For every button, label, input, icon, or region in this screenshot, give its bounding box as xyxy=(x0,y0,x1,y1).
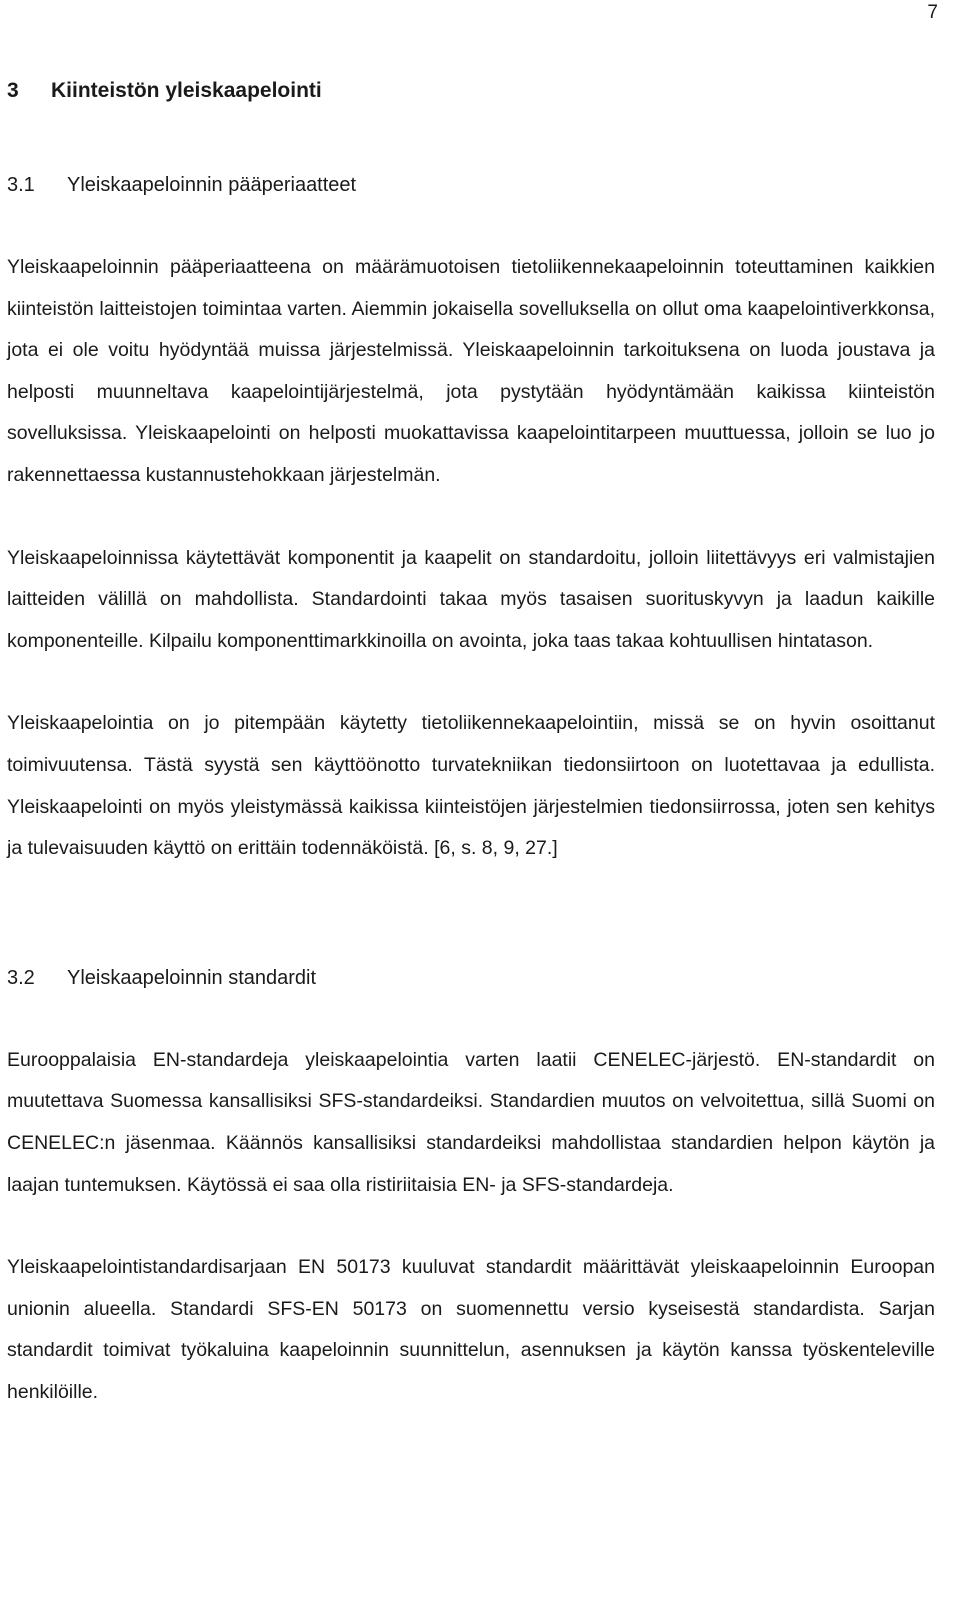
document-body xyxy=(7,72,935,1413)
section-number: 3.1 xyxy=(7,174,35,196)
section-title: Yleiskaapeloinnin pääperiaatteet xyxy=(67,174,357,196)
paragraph: Yleiskaapelointia on jo pitempään käytetty tietoliikennekaapelointiin, missä se on hyvin osoittanut toimivuutensa. Tästä syystä sen käyttöönotto turvatekniikan tiedonsiirtoon on luotettavaa ja edullista. Yleiskaapelointi on myös yleistymässä kaikissa kiinteistöjen järjestelmien tiedonsiirrossa, joten sen kehitys ja tulevaisuuden käyttö on erittäin todennäköistä. [6, s. 8, 9, 27.] xyxy=(7,712,935,860)
paragraph: Yleiskaapelointistandardisarjaan EN 50173 kuuluvat standardit määrittävät yleiskaapeloinnin Euroopan unionin alueella. Standardi SFS-EN 50173 on suomennettu versio kyseisestä standardista. Sarjan standardit toimivat työkaluina kaapeloinnin suunnittelun, asennuksen ja käytön kanssa työskenteleville henkilöille. xyxy=(7,1256,935,1403)
chapter-title: Kiinteistön yleiskaapelointi xyxy=(51,79,322,102)
paragraph: Eurooppalaisia EN-standardeja yleiskaapelointia varten laatii CENELEC-järjestö. EN-standardit on muutettava Suomessa kansallisiksi SFS-standardeiksi. Standardien muutos on velvoitettua, sillä Suomi on CENELEC:n jäsenmaa. Käännös kansallisiksi standardeiksi mahdollistaa standardien helpon käytön ja laajan tuntemuksen. Käytössä ei saa olla ristiriitaisia EN- ja SFS-standardeja. xyxy=(7,1048,935,1196)
chapter-heading xyxy=(7,72,935,110)
chapter-number: 3 xyxy=(7,79,19,102)
section-title: Yleiskaapeloinnin standardit xyxy=(67,966,317,989)
section-heading-3-1 xyxy=(7,166,935,204)
section-number: 3.2 xyxy=(7,966,35,989)
section-heading-3-2 xyxy=(7,959,935,997)
paragraph: Yleiskaapeloinnissa käytettävät komponentit ja kaapelit on standardoitu, jolloin liitettävyys eri valmistajien laitteiden välillä on mahdollista. Standardointi takaa myös tasaisen suorituskyvyn ja laadun kaikille komponenteille. Kilpailu komponenttimarkkinoilla on avointa, joka taas takaa kohtuullisen hintatason. xyxy=(7,546,935,652)
paragraph: Yleiskaapeloinnin pääperiaatteena on määrämuotoisen tietoliikennekaapeloinnin toteuttaminen kaikkien kiinteistön laitteistojen toimintaa varten. Aiemmin jokaisella sovelluksella on ollut oma kaapelointiverkkonsa, jota ei ole voitu hyödyntää muissa järjestelmissä. Yleiskaapeloinnin tarkoituksena on luoda joustava ja helposti muunneltava kaapelointijärjestelmä, jota pystytään hyödyntämään kaikissa kiinteistön sovelluksissa. Yleiskaapelointi on helposti muokattavissa kaapelointitarpeen muuttuessa, jolloin se luo jo rakennettaessa kustannustehokkaan järjestelmän. xyxy=(7,256,935,486)
page-number: 7 xyxy=(927,2,938,23)
